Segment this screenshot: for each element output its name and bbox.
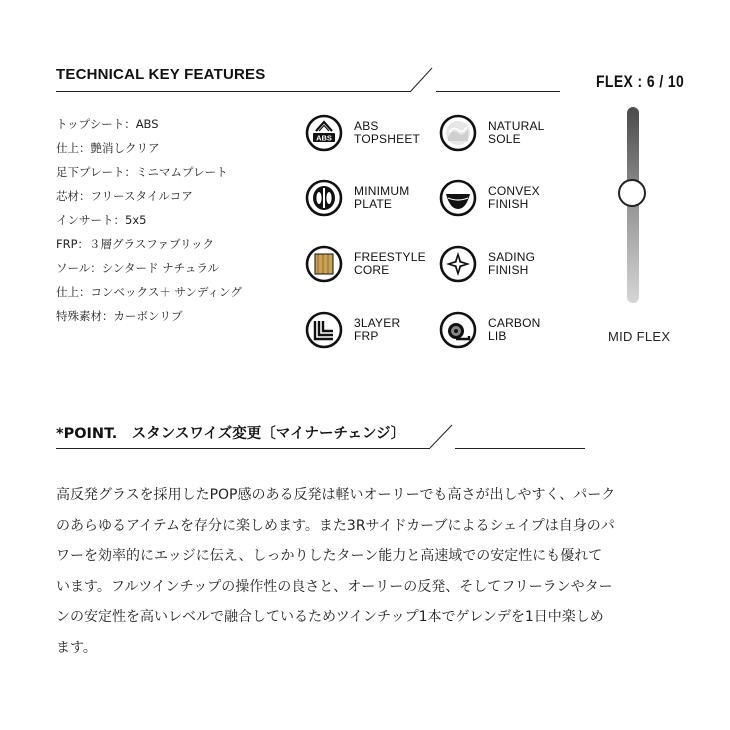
feature-label: CONVEX FINISH — [488, 184, 540, 211]
feature-minimum-plate — [305, 179, 435, 223]
spec-list — [56, 112, 242, 328]
point-underline — [56, 448, 430, 449]
feature-label: NATURAL SOLE — [488, 119, 545, 146]
technical-heading: TECHNICAL KEY FEATURES — [56, 66, 266, 83]
spec-item: トップシート：ABS — [56, 117, 159, 131]
point-rule-right — [455, 448, 585, 449]
feature-label: SADING FINISH — [488, 250, 536, 277]
point-body-text: 高反発グラスを採用したPOP感のある反発は軽いオーリーでも高さが出しやすく、パークのあらゆるアイテムを存分に楽しめます。また3Rサイドカーブによるシェイプは自身のパワーを効率的にエッジに伝え、しっかりしたターン能力と高速域での安定性にも優れています。フルツインチップの操作性の良さと、オーリーの反発、そしてフリーランやターンの安定性を高いレベルで融合しているためツインチップ1本でゲレンデを1日中楽しめます。 — [56, 487, 616, 656]
abs-topsheet-icon — [305, 114, 343, 152]
heading-rule-right — [436, 91, 560, 92]
point-slash — [428, 423, 454, 449]
flex-indicator-knob — [618, 179, 646, 207]
feature-sading-finish — [439, 245, 569, 289]
flex-title: FLEX : 6 / 10 — [596, 72, 685, 91]
spec-item: FRP：３層グラスファブリック — [56, 237, 215, 251]
spec-item: ソール：シンタード ナチュラル — [56, 261, 219, 275]
point-heading: *POINT. スタンスワイズ変更〔マイナーチェンジ〕 — [56, 426, 406, 442]
convex-finish-icon — [439, 179, 477, 217]
feature-convex-finish — [439, 179, 569, 223]
feature-three-layer-frp — [305, 311, 435, 355]
natural-sole-icon — [439, 114, 477, 152]
minimum-plate-icon — [305, 179, 343, 217]
feature-natural-sole — [439, 114, 569, 158]
svg-text:ABS: ABS — [316, 133, 332, 143]
freestyle-core-icon — [305, 245, 343, 283]
feature-label: FREESTYLE CORE — [354, 250, 426, 277]
spec-item: インサート：5x5 — [56, 213, 147, 227]
flex-caption: MID FLEX — [608, 329, 671, 344]
spec-item: 足下プレート：ミニマムプレート — [56, 165, 228, 179]
carbon-lib-icon — [439, 311, 477, 349]
sading-finish-icon — [439, 245, 477, 283]
heading-slash — [408, 66, 434, 93]
spec-item: 特殊素材：カーボンリブ — [56, 309, 183, 323]
feature-label: MINIMUM PLATE — [354, 184, 410, 211]
feature-label: CARBON LIB — [488, 316, 541, 343]
feature-freestyle-core — [305, 245, 435, 289]
feature-abs-topsheet — [305, 114, 435, 158]
feature-label: ABS TOPSHEET — [354, 119, 421, 146]
feature-carbon-lib — [439, 311, 569, 355]
heading-underline — [56, 91, 410, 92]
three-layer-frp-icon — [305, 311, 343, 349]
spec-item: 仕上：コンベックス＋ サンディング — [56, 285, 242, 299]
feature-label: 3LAYER FRP — [354, 316, 401, 343]
spec-item: 仕上：艶消しクリア — [56, 141, 160, 155]
spec-item: 芯材：フリースタイルコア — [56, 189, 193, 203]
